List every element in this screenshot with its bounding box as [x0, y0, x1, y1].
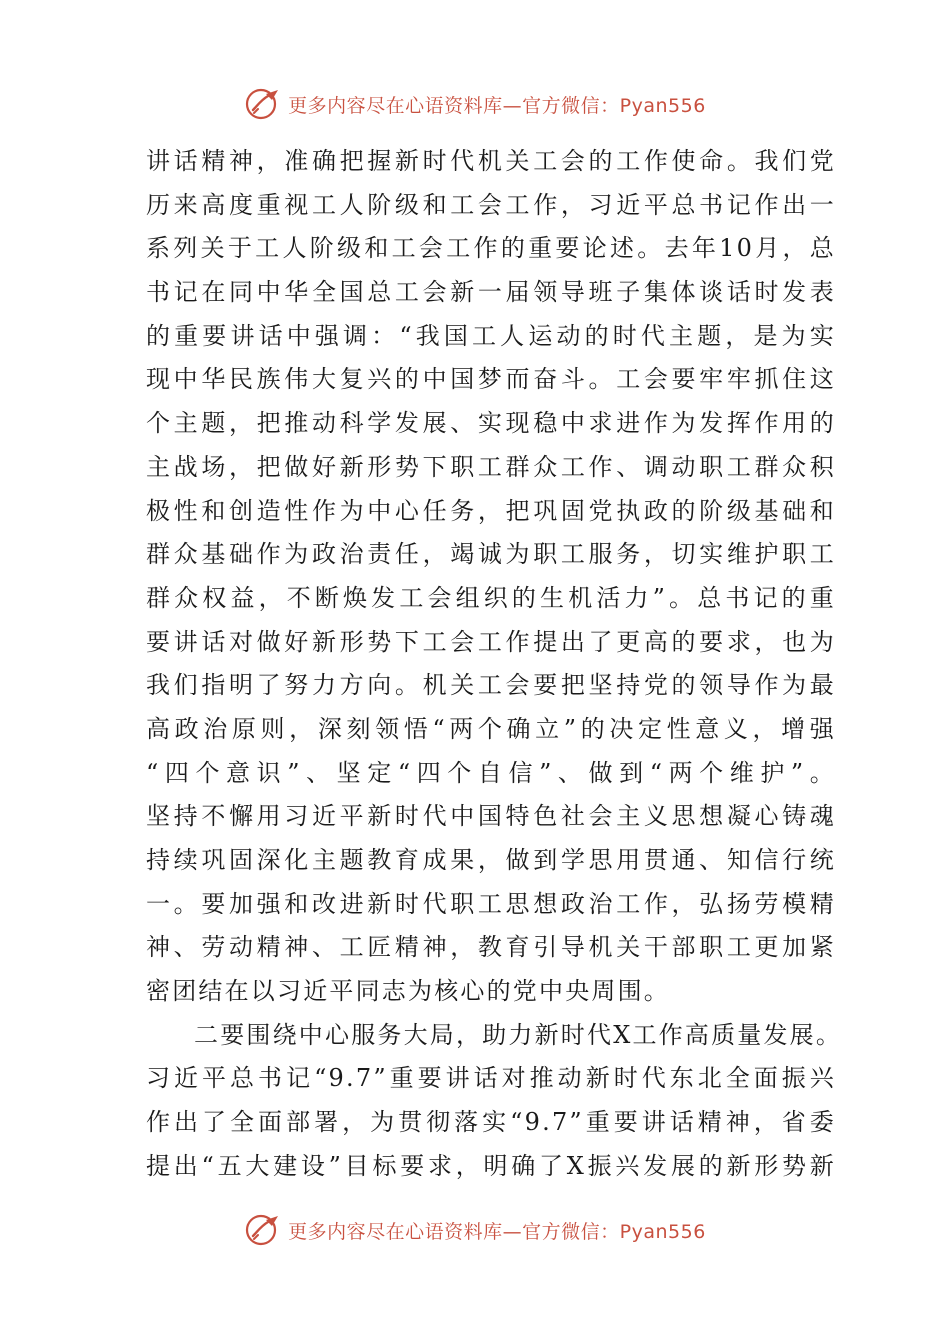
document-body: [146, 140, 843, 1189]
text-line: 神、劳动精神、工匠精神，教育引导机关干部职工更加紧: [146, 933, 836, 962]
text-line: 历来高度重视工人阶级和工会工作，习近平总书记作出一: [146, 190, 836, 219]
text-line: “四个意识”、坚定“四个自信”、做到“两个维护”。: [146, 758, 836, 787]
text-line: 主战场，把做好新形势下职工群众工作、调动职工群众积: [146, 452, 836, 481]
text-line: 高政治原则，深刻领悟“两个确立”的决定性意义，增强: [146, 714, 836, 743]
text-line: 群众权益，不断焕发工会组织的生机活力”。总书记的重: [146, 583, 836, 612]
text-line: 持续巩固深化主题教育成果，做到学思用贯通、知信行统: [146, 846, 836, 874]
pen-seal-icon: [244, 86, 282, 122]
text-line: 坚持不懈用习近平新时代中国特色社会主义思想凝心铸魂: [146, 802, 836, 831]
text-line: 现中华民族伟大复兴的中国梦而奋斗。工会要牢牢抓住这: [146, 365, 836, 394]
text-line: 密团结在以习近平同志为核心的党中央周围。: [146, 977, 670, 1006]
text-line: 个主题，把推动科学发展、实现稳中求进作为发挥作用的: [146, 409, 836, 438]
header-banner: [0, 84, 950, 124]
text-line: 极性和创造性作为中心任务，把巩固党执政的阶级基础和: [146, 496, 836, 525]
banner-text: 更多内容尽在心语资料库—官方微信：Pyan556: [288, 1220, 706, 1243]
text-line: 一。要加强和改进新时代职工思想政治工作，弘扬劳模精: [146, 889, 836, 918]
text-line: 群众基础作为政治责任，竭诚为职工服务，切实维护职工: [146, 540, 836, 569]
text-line: 讲话精神，准确把握新时代机关工会的工作使命。我们党: [146, 147, 836, 175]
banner-text: 更多内容尽在心语资料库—官方微信：Pyan556: [288, 94, 706, 117]
text-line: 提出“五大建设”目标要求，明确了X振兴发展的新形势新: [146, 1151, 836, 1180]
footer-banner: [0, 1210, 950, 1250]
text-line: 系列关于工人阶级和工会工作的重要论述。去年10月，总: [146, 234, 836, 263]
paragraph-start-line: 二要围绕中心服务大局，助力新时代X工作高质量发展。: [194, 1020, 843, 1049]
pen-seal-icon: [244, 1212, 282, 1248]
text-line: 我们指明了努力方向。机关工会要把坚持党的领导作为最: [146, 671, 836, 700]
text-line: 习近平总书记“9.7”重要讲话对推动新时代东北全面振兴: [146, 1064, 836, 1093]
text-line: 书记在同中华全国总工会新一届领导班子集体谈话时发表: [146, 278, 836, 307]
text-line: 作出了全面部署，为贯彻落实“9.7”重要讲话精神，省委: [146, 1108, 836, 1137]
text-line: 的重要讲话中强调：“我国工人运动的时代主题，是为实: [146, 321, 836, 350]
text-line: 要讲话对做好新形势下工会工作提出了更高的要求，也为: [146, 627, 836, 656]
